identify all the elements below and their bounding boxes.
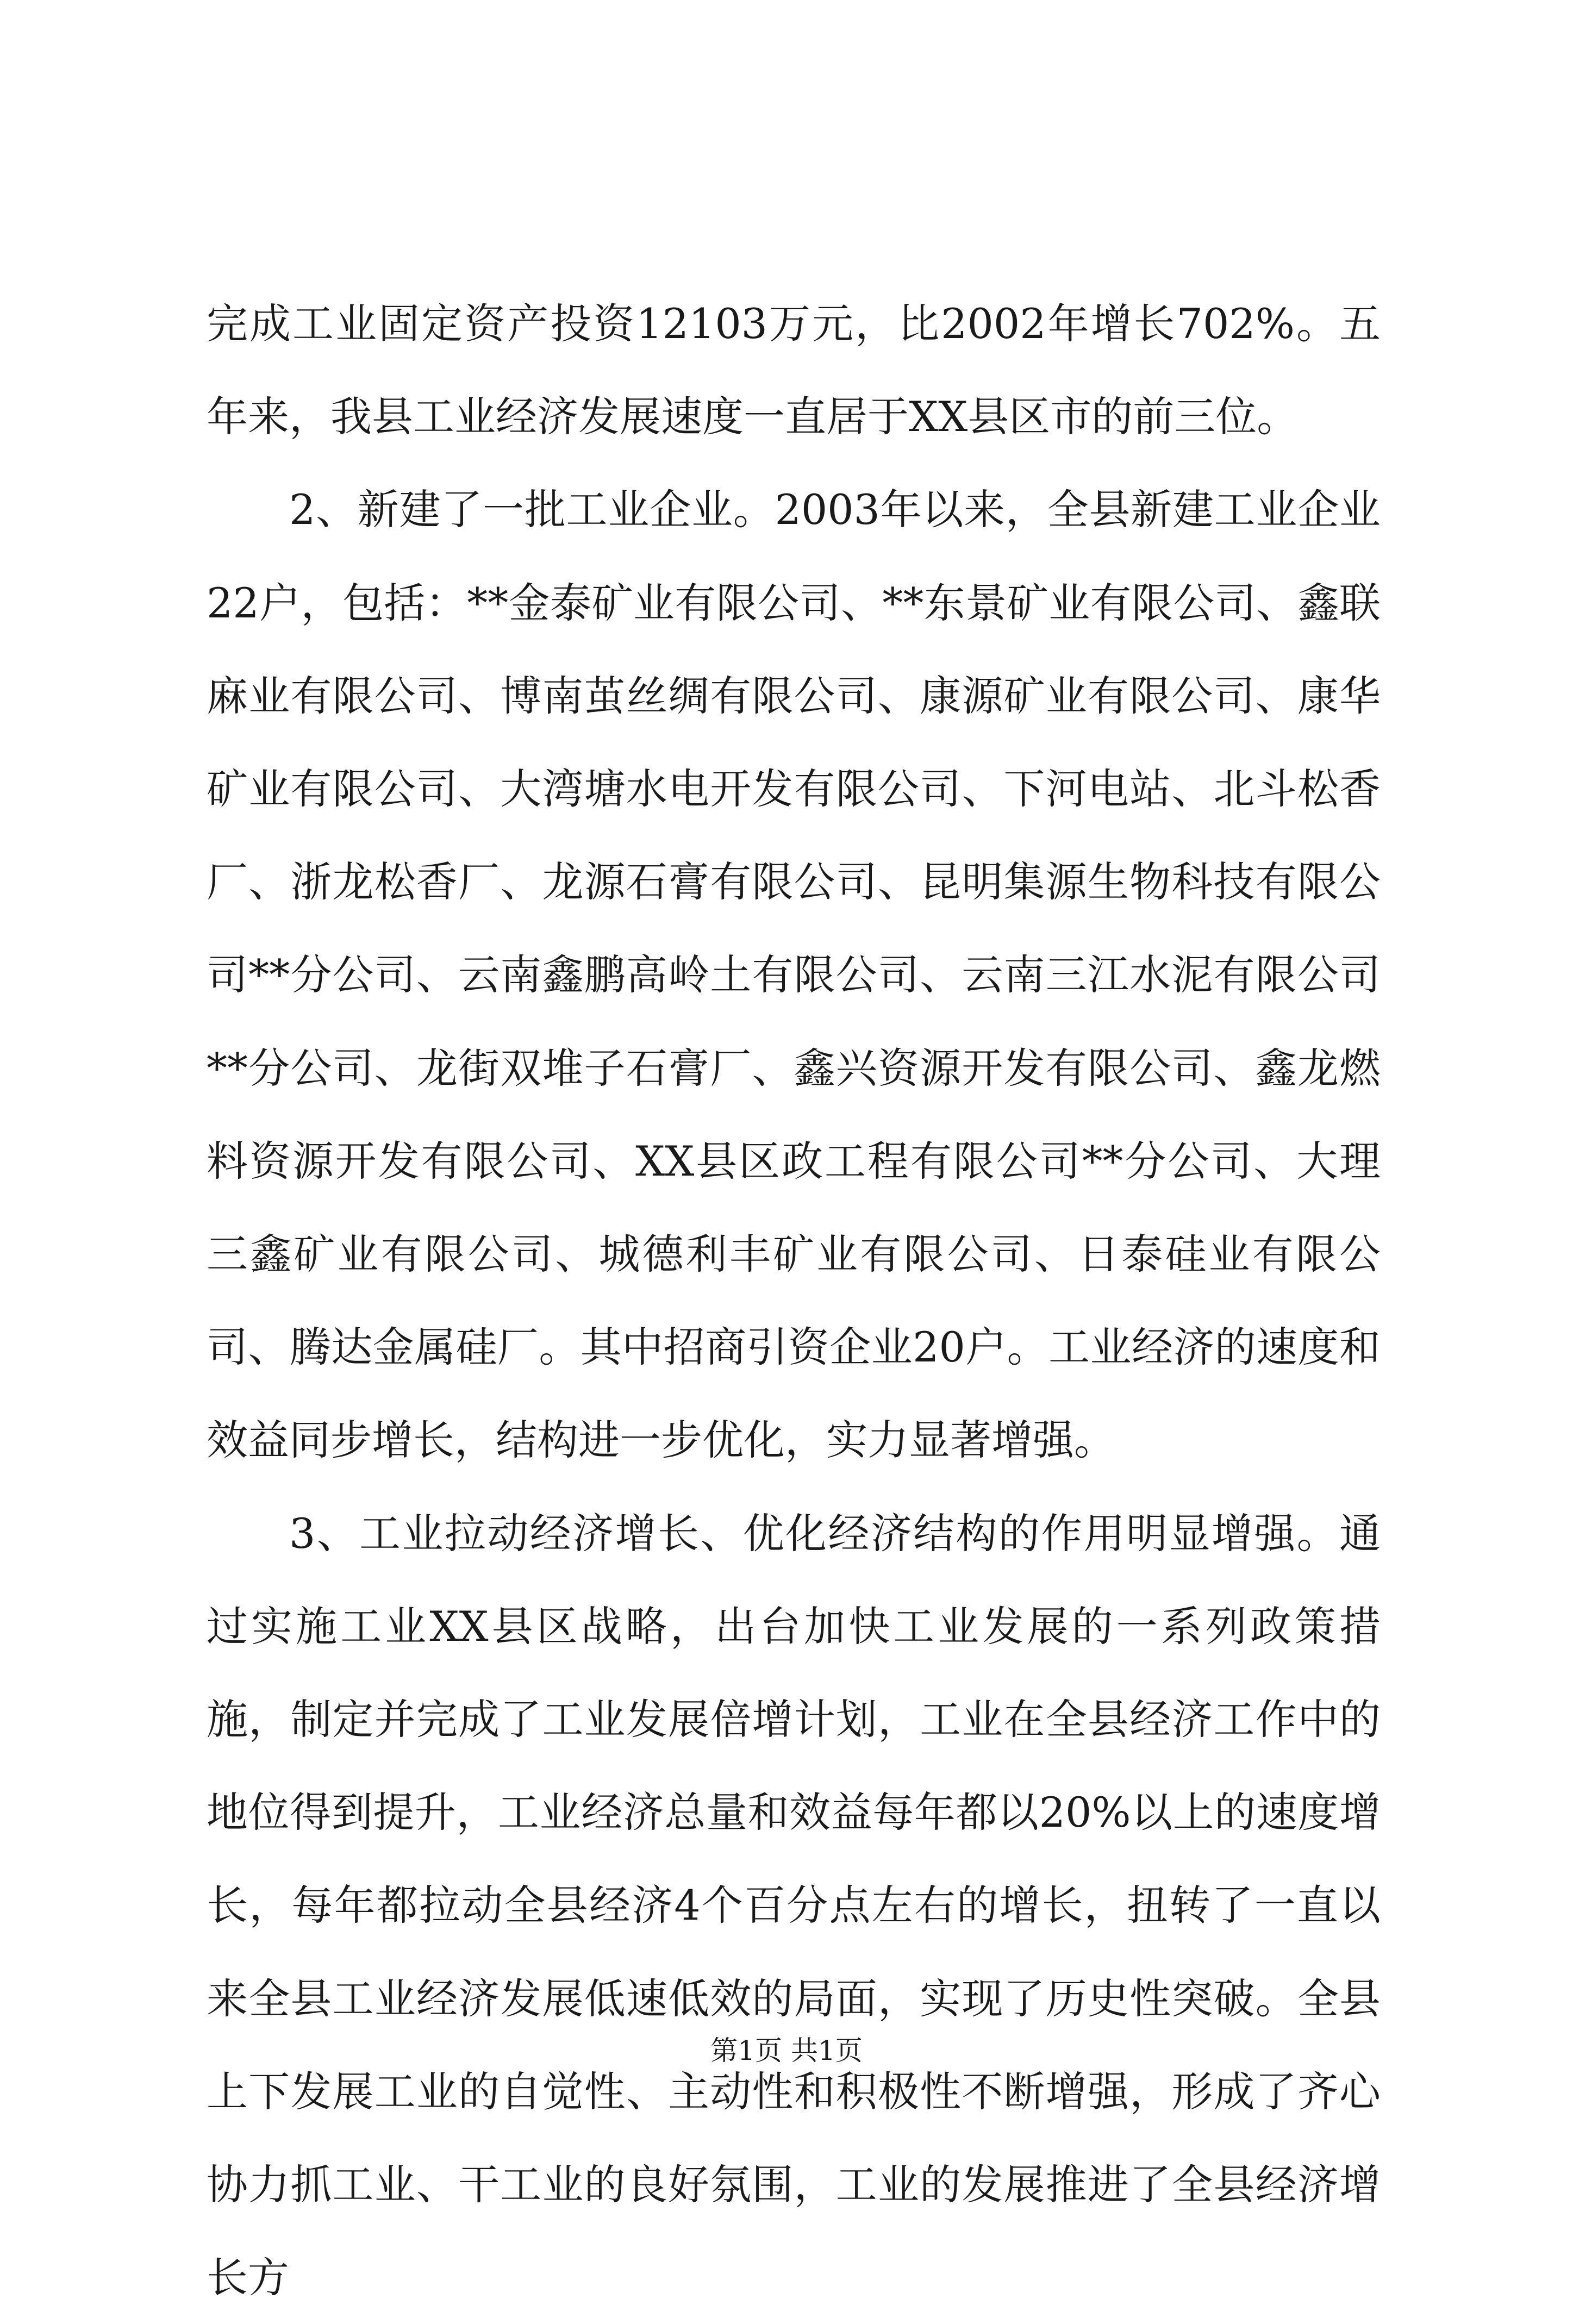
paragraph-2: 2、新建了一批工业企业。2003年以来，全县新建工业企业22户，包括：**金泰矿业有限公司、**东景矿业有限公司、鑫联麻业有限公司、博南茧丝绸有限公司、康源矿业有限公司、康华矿业有限公司、大湾塘水电开发有限公司、下河电站、北斗松香厂、浙龙松香厂、龙源石膏有限公司、昆明集源生物科技有限公司**分公司、云南鑫鹏高岭土有限公司、云南三江水泥有限公司**分公司、龙街双堆子石膏厂、鑫兴资源开发有限公司、鑫龙燃料资源开发有限公司、XX县区政工程有限公司**分公司、大理三鑫矿业有限公司、城德利丰矿业有限公司、日泰硅业有限公司、腾达金属硅厂。其中招商引资企业20户。工业经济的速度和效益同步增长，结构进一步优化，实力显著增强。 — [207, 485, 1381, 1465]
page-number-label: 第1页 共1页 — [710, 2035, 863, 2066]
document-body — [207, 277, 1381, 2324]
paragraph-1: 完成工业固定资产投资12103万元，比2002年增长702%。五年来，我县工业经济发展速度一直居于XX县区市的前三位。 — [207, 299, 1381, 441]
page-footer — [0, 2032, 1573, 2070]
paragraph-3: 3、工业拉动经济增长、优化经济结构的作用明显增强。通过实施工业XX县区战略，出台加快工业发展的一系列政策措施，制定并完成了工业发展倍增计划，工业在全县经济工作中的地位得到提升，工业经济总量和效益每年都以20%以上的速度增长，每年都拉动全县经济4个百分点左右的增长，扭转了一直以来全县工业经济发展低速低效的局面，实现了历史性突破。全县上下发展工业的自觉性、主动性和积极性不断增强，形成了齐心协力抓工业、干工业的良好氛围，工业的发展推进了全县经济增长方 — [207, 1509, 1381, 2302]
